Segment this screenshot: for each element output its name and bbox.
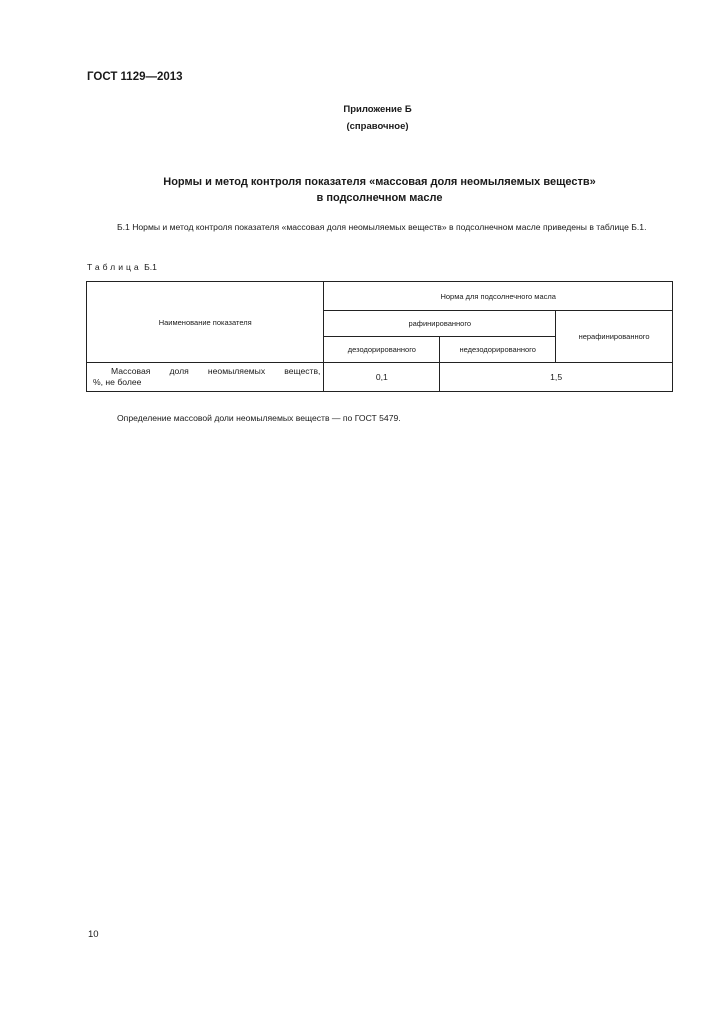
row-name-line1: Массовая доля неомыляемых веществ, <box>111 366 321 376</box>
section-title-line2: в подсолнечном масле <box>316 192 443 204</box>
section-title <box>87 174 672 206</box>
header-deodorized: дезодорированного <box>324 337 440 363</box>
table-caption <box>87 262 157 272</box>
appendix-title: Приложение Б <box>343 104 412 115</box>
page-number: 10 <box>88 929 99 940</box>
table-row <box>87 363 673 392</box>
row-value-deodorized: 0,1 <box>324 363 440 392</box>
header-indicator-name: Наименование показателя <box>87 282 324 363</box>
row-indicator-name <box>87 363 324 392</box>
standard-code: ГОСТ 1129—2013 <box>87 71 183 83</box>
table-caption-number: Б.1 <box>144 262 157 272</box>
section-title-line1: Нормы и метод контроля показателя «массовая доля неомыляемых веществ» <box>163 176 596 188</box>
header-refined: рафинированного <box>324 311 556 337</box>
intro-paragraph: Б.1 Нормы и метод контроля показателя «массовая доля неомыляемых веществ» в подсолнечном масле приведены в таблице Б.1. <box>117 222 647 232</box>
header-norm-for-oil: Норма для подсолнечного масла <box>324 282 673 311</box>
row-value-merged: 1,5 <box>440 363 673 392</box>
table-caption-word: Таблица <box>87 262 142 272</box>
header-unrefined: нерафинированного <box>556 311 673 363</box>
method-reference: Определение массовой доли неомыляемых веществ — по ГОСТ 5479. <box>117 413 401 423</box>
appendix-heading <box>250 101 505 135</box>
row-name-line2: %, не более <box>93 377 142 387</box>
table-header-row <box>87 282 673 311</box>
header-non-deodorized: недезодорированного <box>440 337 556 363</box>
norms-table <box>86 281 673 392</box>
appendix-subtitle: (справочное) <box>346 121 409 132</box>
